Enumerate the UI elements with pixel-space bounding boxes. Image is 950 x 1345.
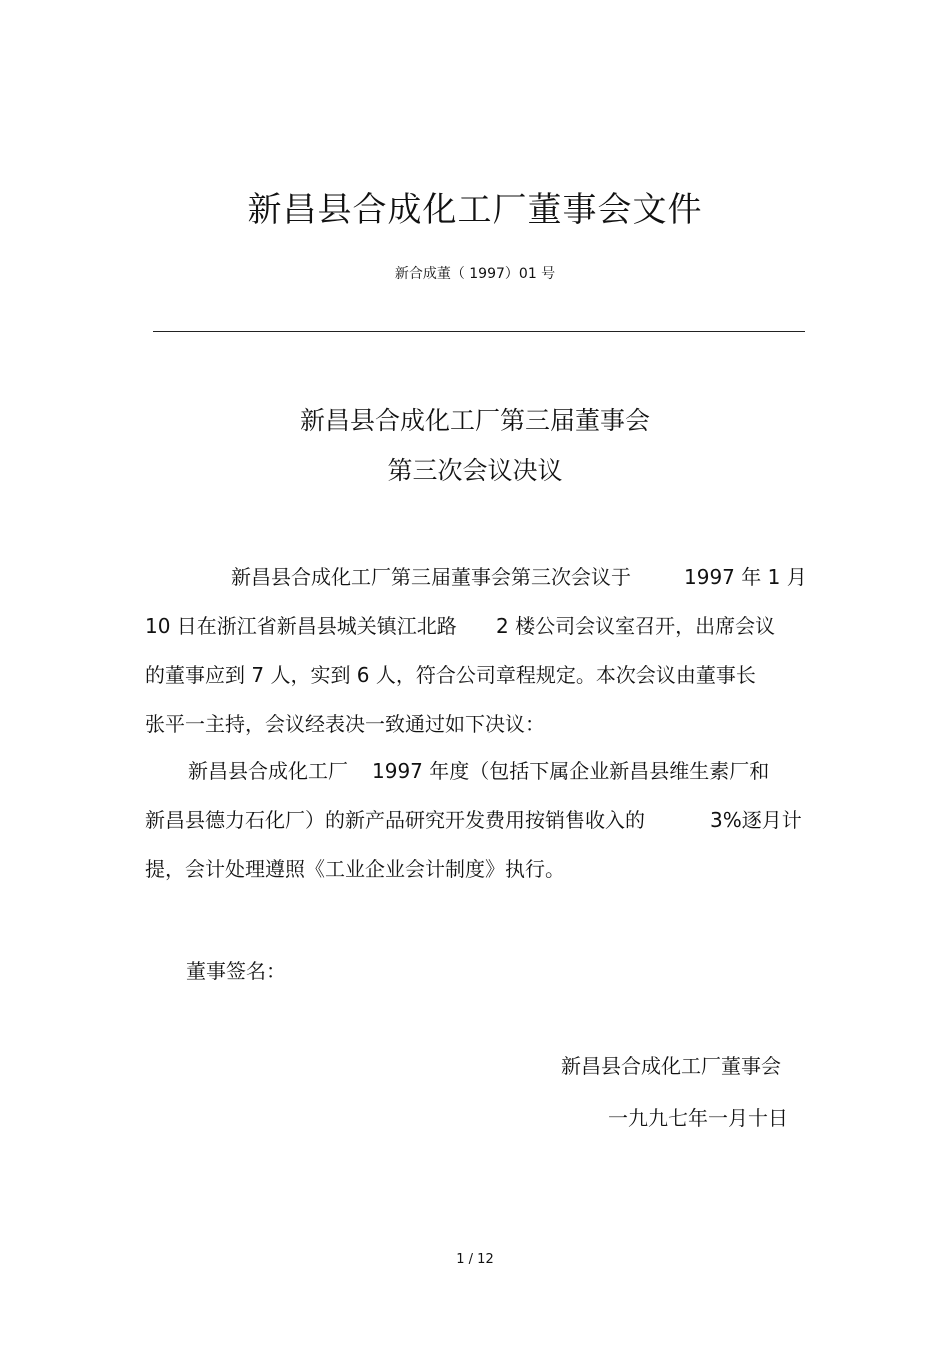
body-line: 新昌县合成化工厂第三届董事会第三次会议于 <box>231 565 631 589</box>
page-number: 1 / 12 <box>456 1252 494 1267</box>
resolution-title-line-2: 第三次会议决议 <box>387 456 563 485</box>
body-line: 新昌县合成化工厂 <box>188 759 348 783</box>
body-line: 提，会计处理遵照《工业企业会计制度》执行。 <box>145 857 565 881</box>
resolution-title-line-1: 新昌县合成化工厂第三届董事会 <box>299 406 650 435</box>
document-number: 新合成董（ 1997）01 号 <box>394 266 556 282</box>
body-line: 3%逐月计 <box>710 808 802 832</box>
body-line: 2 楼公司会议室召开，出席会议 <box>496 614 776 638</box>
issuer-name: 新昌县合成化工厂董事会 <box>561 1054 781 1078</box>
body-line: 10 日在浙江省新昌县城关镇江北路 <box>145 614 457 638</box>
body-line: 张平一主持，会议经表决一致通过如下决议： <box>145 712 545 736</box>
document-header-title: 新昌县合成化工厂董事会文件 <box>247 190 703 230</box>
issue-date: 一九九七年一月十日 <box>608 1106 788 1130</box>
signature-label: 董事签名： <box>186 959 286 983</box>
header-divider <box>153 331 805 332</box>
body-line: 1997 年 1 月 <box>684 565 807 589</box>
body-line: 新昌县德力石化厂）的新产品研究开发费用按销售收入的 <box>145 808 645 832</box>
body-line: 1997 年度（包括下属企业新昌县维生素厂和 <box>372 759 770 783</box>
body-line: 的董事应到 7 人，实到 6 人，符合公司章程规定。本次会议由董事长 <box>145 663 756 687</box>
